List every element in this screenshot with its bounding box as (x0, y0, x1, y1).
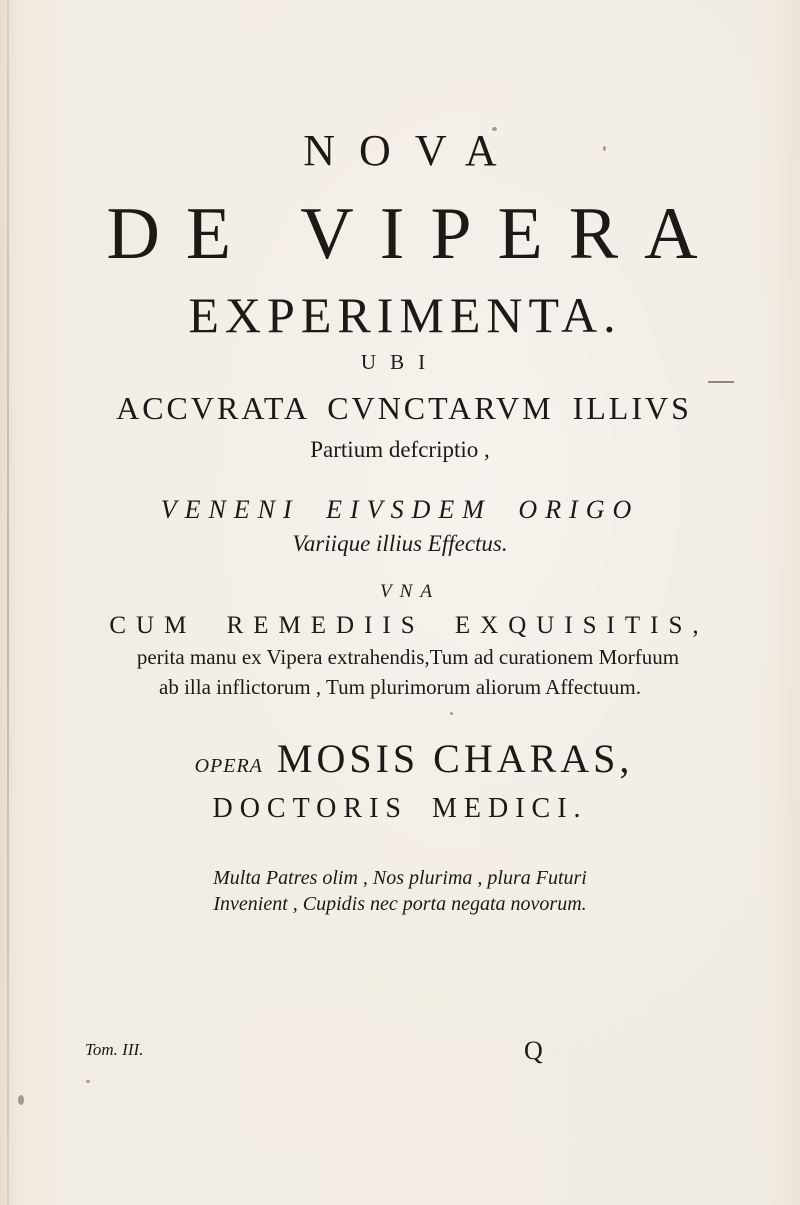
ink-speck (18, 1095, 24, 1105)
subtitle-cum-remediis: CUM REMEDIIS EXQUISITIS, (109, 612, 709, 639)
author-line (0, 735, 800, 782)
signature-volume: Tom. III. (85, 1040, 144, 1059)
subtitle-ab-illa: ab illa inflictorum , Tum plurimorum aliorum Affectuum. (159, 675, 641, 699)
ink-speck (492, 127, 497, 131)
subtitle-una: VNA (380, 581, 440, 602)
opera-label: OPERA (194, 755, 263, 777)
author-title: DOCTORIS MEDICI. (212, 793, 588, 824)
subtitle-variique: Variique illius Effectus. (292, 531, 508, 556)
ink-mark (708, 381, 734, 383)
signature-mark: Q (524, 1036, 543, 1065)
subtitle-partium: Partium defcriptio , (310, 437, 490, 462)
author-name: MOSIS CHARAS, (276, 736, 634, 781)
subtitle-ubi: UBI (360, 350, 440, 374)
title-experimenta: EXPERIMENTA. (188, 287, 622, 343)
ink-speck (603, 146, 606, 151)
ink-speck (86, 1080, 90, 1083)
motto-line-2: Invenient , Cupidis nec porta negata novorum. (213, 893, 587, 915)
subtitle-perita: perita manu ex Vipera extrahendis,Tum ad curationem Morfuum (136, 645, 680, 669)
subtitle-accurata: ACCVRATA CVNCTARVM ILLIVS (116, 390, 692, 426)
title-de-vipera: DE VIPERA (106, 193, 724, 275)
title-nova: NOVA (303, 126, 521, 175)
ink-speck (450, 712, 453, 715)
motto-line-1: Multa Patres olim , Nos plurima , plura Futuri (213, 867, 587, 889)
subtitle-veneni: VENENI EIVSDEM ORIGO (160, 495, 640, 524)
